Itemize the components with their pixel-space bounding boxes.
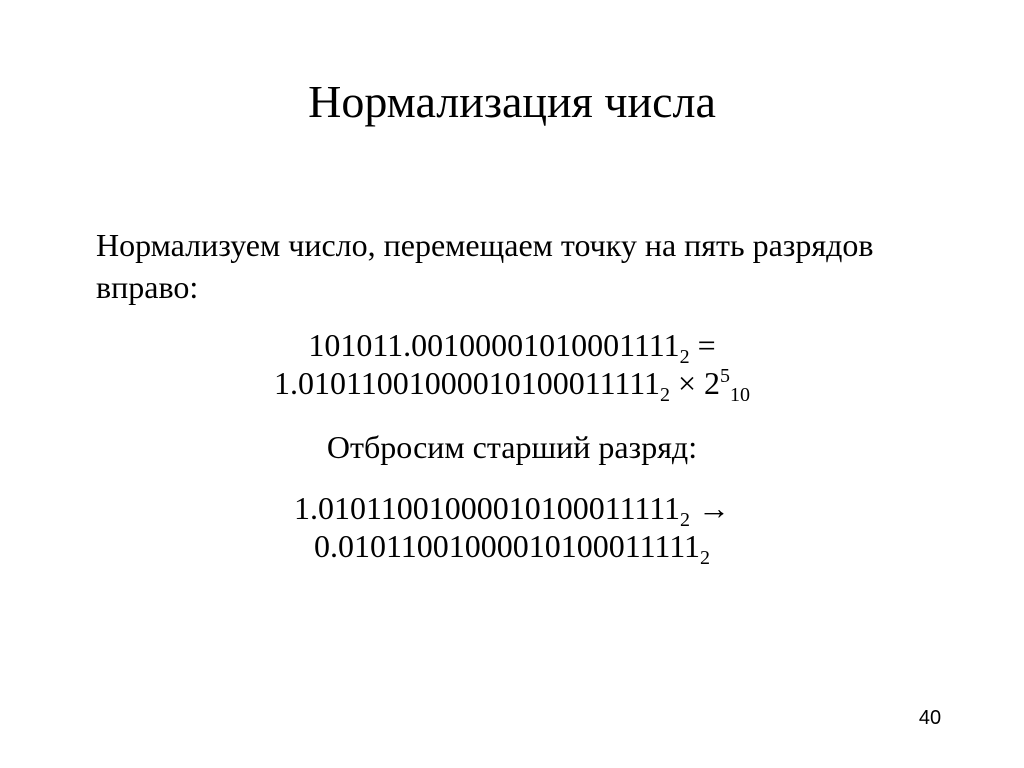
equation-drop-leading-bit <box>0 489 1024 569</box>
slide-title: Нормализация числа <box>308 76 716 127</box>
equation-shift-point <box>0 326 1024 406</box>
mantissa-before: 1.01011001000010100011111 <box>293 490 681 526</box>
mantissa-normalized: 1.01011001000010100011111 <box>273 365 660 401</box>
equation-line-before <box>0 489 1024 531</box>
base-subscript: 2 <box>660 384 670 406</box>
equals-sign: = <box>689 327 716 363</box>
base-subscript: 2 <box>679 346 690 368</box>
exponent-superscript: 5 <box>720 365 731 387</box>
multiply-operator: × 2 <box>670 365 721 401</box>
equation-line-normalized <box>0 364 1024 406</box>
equation-line-original <box>0 326 1024 368</box>
base-subscript: 2 <box>680 509 691 531</box>
exponent-base-subscript: 10 <box>730 384 751 406</box>
intro-paragraph: Нормализуем число, перемещаем точку на пять разрядов вправо: <box>96 227 874 305</box>
base-subscript: 2 <box>700 547 711 569</box>
drop-leading-bit-note: Отбросим старший разряд: <box>326 429 698 465</box>
equation-line-after <box>0 527 1024 569</box>
mantissa-original: 101011.00100001010001111 <box>308 327 680 363</box>
mantissa-after: 0.01011001000010100011111 <box>313 528 701 564</box>
page-number: 40 <box>918 707 942 729</box>
right-arrow-icon: → <box>690 490 731 526</box>
